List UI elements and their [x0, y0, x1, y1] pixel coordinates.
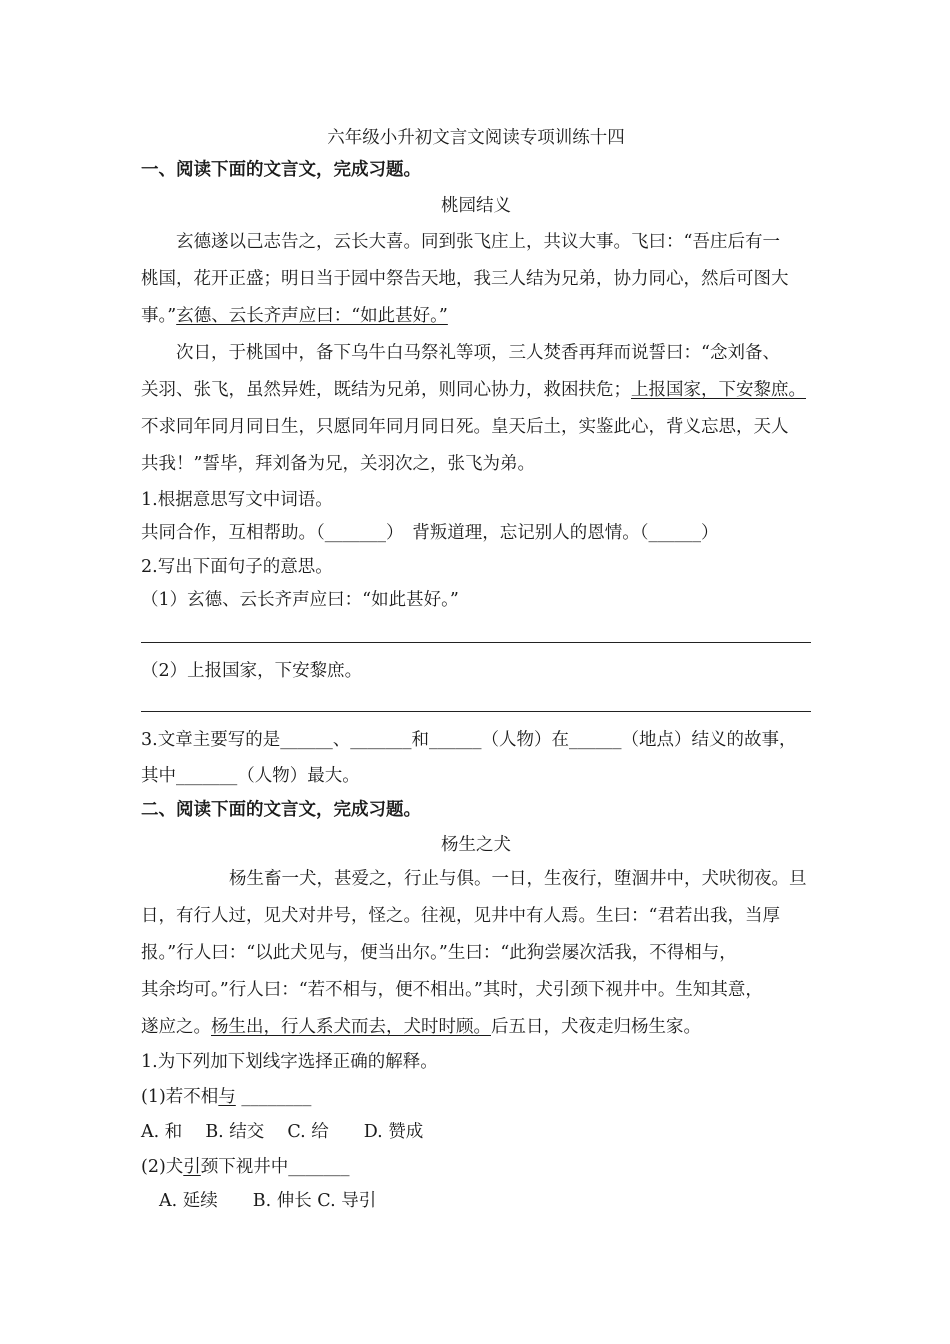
passage1-line: 桃国，花开正盛；明日当于园中祭告天地，我三人结为兄弟，协力同心，然后可图大	[141, 269, 789, 289]
passage1-line	[141, 378, 821, 402]
passage2-text: 后五日，犬夜走归杨生家。	[491, 1017, 701, 1037]
question-1-items: 共同合作，互相帮助。（_______） 背叛道理，忘记别人的恩情。（______）	[141, 523, 719, 543]
question-text: (2)犬	[141, 1157, 184, 1177]
passage2-title: 杨生之犬	[441, 835, 511, 855]
question-2: 2.写出下面句子的意思。	[141, 557, 333, 577]
question-text: 颈下视井中_______	[200, 1157, 350, 1177]
answer-line	[141, 642, 811, 643]
section2-heading: 二、阅读下面的文言文，完成习题。	[141, 800, 421, 820]
underlined-char: 引	[183, 1157, 201, 1177]
passage1-title: 桃园结义	[441, 196, 511, 216]
underlined-sentence: 玄德、云长齐声应曰：“如此甚好。”	[176, 306, 448, 326]
question-1: 1.为下列加下划线字选择正确的解释。	[141, 1052, 438, 1072]
passage2-line: 日，有行人过，见犬对井号，怪之。往视，见井中有人焉。生曰：“君若出我，当厚	[141, 906, 780, 926]
underlined-sentence: 杨生出，行人系犬而去，犬时时顾。	[211, 1017, 491, 1037]
question-3-cont: 其中_______（人物）最大。	[141, 766, 360, 786]
question-2-2: （2）上报国家，下安黎庶。	[141, 661, 363, 681]
passage2-line: 报。”行人曰：“以此犬见与，便当出尔。”生曰：“此狗尝屡次活我，不得相与，	[141, 943, 737, 963]
question-1-1	[141, 1085, 821, 1109]
question-3: 3.文章主要写的是______、_______和______（人物）在______（地点）结义的故事，	[141, 730, 797, 750]
passage1-text: 关羽、张飞，虽然异姓，既结为兄弟，则同心协力，救困扶危；	[141, 380, 631, 400]
passage2-line: 其余均可。”行人曰：“若不相与，便不相出。”其时，犬引颈下视井中。生知其意，	[141, 980, 763, 1000]
passage1-line: 玄德遂以己志告之，云长大喜。同到张飞庄上，共议大事。飞曰：“吾庄后有一	[176, 232, 780, 252]
question-1: 1.根据意思写文中词语。	[141, 490, 333, 510]
question-1-2	[141, 1155, 821, 1179]
answer-blank: ________	[235, 1087, 312, 1107]
passage1-line: 不求同年同月同日生，只愿同年同月同日死。皇天后土，实鉴此心，背义忘思，天人	[141, 417, 789, 437]
passage2-line: 杨生畜一犬，甚爱之，行止与俱。一日，生夜行，堕涸井中，犬吠彻夜。旦	[229, 869, 807, 889]
passage2-text: 遂应之。	[141, 1017, 211, 1037]
passage1-line: 共我！”誓毕，拜刘备为兄，关羽次之，张飞为弟。	[141, 454, 535, 474]
question-1-1-options: A. 和 B. 结交 C. 给 D. 赞成	[141, 1122, 424, 1142]
passage1-line	[141, 304, 821, 328]
passage1-line: 次日，于桃国中，备下乌牛白马祭礼等项，三人焚香再拜而说誓曰：“念刘备、	[176, 343, 780, 363]
passage1-text: 事。”	[141, 306, 177, 326]
underlined-char: 与	[218, 1087, 236, 1107]
question-1-2-options: A. 延续 B. 伸长 C. 导引	[159, 1191, 377, 1211]
question-2-1: （1）玄德、云长齐声应曰：“如此甚好。”	[141, 590, 459, 610]
answer-line	[141, 711, 811, 712]
section1-heading: 一、阅读下面的文言文，完成习题。	[141, 160, 421, 180]
underlined-sentence: 上报国家，下安黎庶。	[631, 380, 806, 400]
passage2-line	[141, 1015, 821, 1039]
page-title: 六年级小升初文言文阅读专项训练十四	[327, 128, 625, 148]
question-text: (1)若不相	[141, 1087, 219, 1107]
